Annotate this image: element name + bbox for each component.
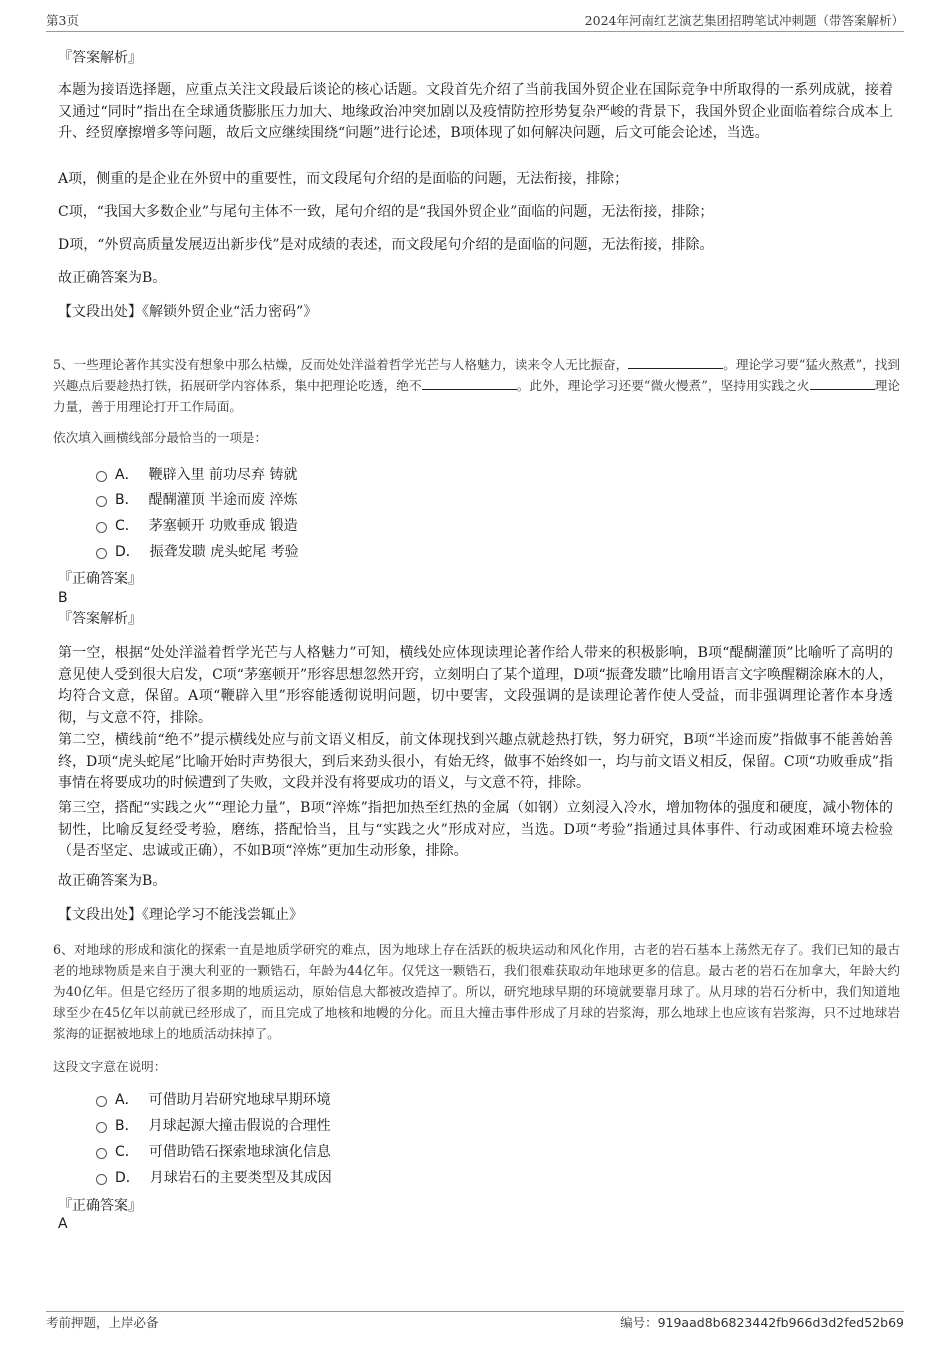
- analysis-paragraph: 本题为接语选择题，应重点关注文段最后谈论的核心话题。文段首先介绍了当前我国外贸企业在国际竞争中所取得的一系列成就，接着又通过“同时”指出在全球通货膨胀压力加大、地缘政治冲突加剧以及疫情防控形势复杂严峻的背景下，我国外贸企业面临着综合成本上升、经贸摩擦增多等问题，故后文应继续围绕“问题”进行论述，B项体现了如何解决问题，后文可能会论述，当选。: [58, 82, 893, 141]
- radio-icon[interactable]: [96, 548, 107, 559]
- answer-label: 『正确答案』: [58, 571, 142, 587]
- question-prompt: 这段文字意在说明：: [53, 1059, 167, 1074]
- conclusion: 故正确答案为B。: [58, 873, 167, 889]
- analysis-paragraph: 第一空，根据“处处洋溢着哲学光芒与人格魅力”可知，横线处应体现读理论著作给人带来的积极影响，B项“醍醐灌顶”比喻听了高明的意见使人受到很大启发，C项“茅塞顿开”形容思想忽然开窍，立刻明白了某个道理，D项“振聋发聩”比喻用语言文字唤醒糊涂麻木的人，均符合文意，保留。A项“鞭辟入里”形容能透彻说明问题，切中要害，文段强调的是读理论著作使人受益，而非强调理论著作本身透彻，与文意不符，排除。: [58, 645, 893, 726]
- conclusion: 故正确答案为B。: [58, 270, 167, 286]
- option-a[interactable]: A． 鞭辟入里 前功尽弃 铸就: [96, 465, 297, 485]
- option-b[interactable]: B． 醍醐灌顶 半途而废 淬炼: [96, 490, 298, 510]
- analysis-paragraph: D项，“外贸高质量发展迈出新步伐”是对成绩的表述，而文段尾句介绍的是面临的问题，无法衔接，排除。: [58, 237, 714, 253]
- option-d[interactable]: D． 月球岩石的主要类型及其成因: [96, 1168, 332, 1188]
- radio-icon[interactable]: [96, 1148, 107, 1159]
- correct-answer: B: [58, 590, 68, 606]
- radio-icon[interactable]: [96, 522, 107, 533]
- option-d[interactable]: D． 振聋发聩 虎头蛇尾 考验: [96, 542, 299, 562]
- fill-blank: [422, 376, 517, 390]
- correct-answer: A: [58, 1216, 68, 1232]
- analysis-paragraph: 第二空，横线前“绝不”提示横线处应与前文语义相反，前文体现找到兴趣点就趁热打铁，努力研究，B项“半途而废”指做事不能善始善终，D项“虎头蛇尾”比喻开始时声势很大，到后来劲头很小，有始无终，做事不始终如一，均与前文语义相反，保留。C项“功败垂成”指事情在将要成功的时候遭到了失败，文段并没有将要成功的语义，与文意不符，排除。: [58, 732, 893, 791]
- document-code: 编号：919aad8b6823442fb966d3d2fed52b69: [620, 1315, 904, 1330]
- radio-icon[interactable]: [96, 1174, 107, 1185]
- footer-slogan: 考前押题，上岸必备: [46, 1315, 159, 1330]
- fill-blank: [810, 376, 875, 390]
- analysis-label: 『答案解析』: [58, 50, 142, 66]
- analysis-paragraph: C项，“我国大多数企业”与尾句主体不一致，尾句介绍的是“我国外贸企业”面临的问题，无法衔接，排除；: [58, 204, 714, 220]
- radio-icon[interactable]: [96, 1122, 107, 1133]
- source-citation: 【文段出处】《理论学习不能浅尝辄止》: [58, 907, 303, 923]
- radio-icon[interactable]: [96, 496, 107, 507]
- analysis-label: 『答案解析』: [58, 611, 142, 627]
- analysis-paragraph: A项，侧重的是企业在外贸中的重要性，而文段尾句介绍的是面临的问题，无法衔接，排除；: [58, 171, 629, 187]
- fill-blank: [628, 355, 723, 369]
- radio-icon[interactable]: [96, 471, 107, 482]
- page-number: 第3页: [46, 13, 79, 28]
- question-stem: 6、对地球的形成和演化的探索一直是地质学研究的难点，因为地球上存在活跃的板块运动和风化作用，古老的岩石基本上荡然无存了。我们已知的最古老的地球物质是来自于澳大利亚的一颗锆石，年龄为44亿年。仅凭这一颗锆石，我们很难获取动年地球更多的信息。最古老的岩石在加拿大，年龄大约为40亿年。但是它经历了很多期的地质运动，原始信息大都被改造掉了。所以，研究地球早期的环境就要靠月球了。从月球的岩石分析中，我们知道地球至少在45亿年以前就已经形成了，而且完成了地核和地幔的分化。而且大撞击事件形成了月球的岩浆海，那么地球上也应该有岩浆海，只不过地球岩浆海的证据被地球上的地质活动抹掉了。: [53, 942, 900, 1041]
- answer-label: 『正确答案』: [58, 1198, 142, 1214]
- footer-divider: [46, 1311, 904, 1312]
- source-citation: 【文段出处】《解锁外贸企业“活力密码”》: [58, 304, 318, 320]
- question-prompt: 依次填入画横线部分最恰当的一项是：: [53, 430, 268, 445]
- document-title: 2024年河南红艺演艺集团招聘笔试冲刺题（带答案解析）: [584, 13, 904, 28]
- radio-icon[interactable]: [96, 1096, 107, 1107]
- header-divider: [46, 31, 904, 32]
- option-c[interactable]: C． 茅塞顿开 功败垂成 锻造: [96, 516, 298, 536]
- option-b[interactable]: B． 月球起源大撞击假说的合理性: [96, 1116, 331, 1136]
- option-c[interactable]: C． 可借助锆石探索地球演化信息: [96, 1142, 331, 1162]
- option-a[interactable]: A． 可借助月岩研究地球早期环境: [96, 1090, 331, 1110]
- question-stem: 5、一些理论著作其实没有想象中那么枯燥，反而处处洋溢着哲学光芒与人格魅力，读来令人无比振奋， 。理论学习要“猛火熬煮”，找到兴趣点后要趁热打铁，拓展研学内容体系，集中把理论吃透，绝不 。此外，理论学习还要“微火慢煮”，坚持用实践之火 理论力量，善于用理论打开工作局面。: [53, 357, 901, 414]
- analysis-paragraph: 第三空，搭配“实践之火”“理论力量”，B项“淬炼”指把加热至红热的金属（如钢）立刻浸入冷水，增加物体的强度和硬度，减小物体的韧性，比喻反复经受考验，磨练，搭配恰当，且与“实践之火”形成对应，当选。D项“考验”指通过具体事件、行动或困难环境去检验（是否坚定、忠诚或正确），不如B项“淬炼”更加生动形象，排除。: [58, 800, 893, 859]
